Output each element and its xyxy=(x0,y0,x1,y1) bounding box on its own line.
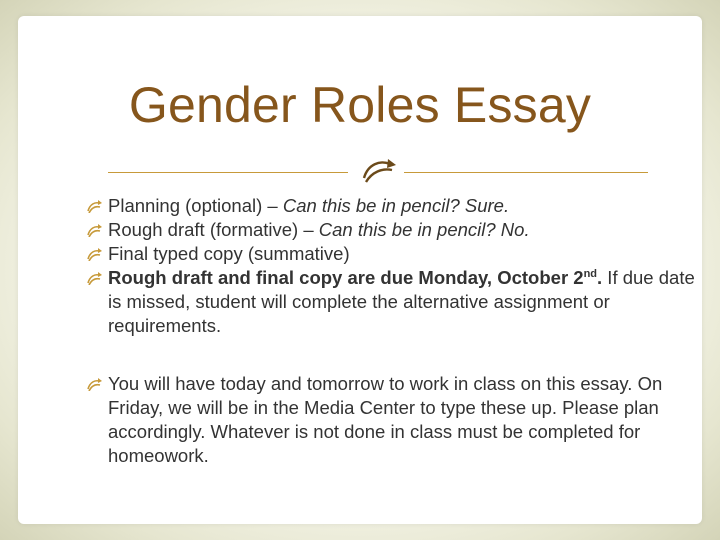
bullet-bold-text: Rough draft and final copy are due Monday, October 2 xyxy=(108,267,584,288)
bullet-text: Planning (optional) – xyxy=(108,195,283,216)
curved-arrow-bullet-icon xyxy=(86,247,102,261)
divider-line-right xyxy=(404,172,648,173)
curved-arrow-bullet-icon xyxy=(86,199,102,213)
bullet-text: If due date is missed, student will complete the alternative assignment or requirements. xyxy=(108,267,695,336)
slide-title: Gender Roles Essay xyxy=(128,77,592,133)
curved-arrow-bullet-icon xyxy=(86,271,102,285)
bullet-item-due-date xyxy=(86,266,696,338)
bullet-text: Rough draft (formative) – xyxy=(108,219,319,240)
bullet-text: Final typed copy (summative) xyxy=(108,243,350,264)
bullet-bold-end: . xyxy=(597,267,603,288)
curved-arrow-bullet-icon xyxy=(86,223,102,237)
bullet-item-planning xyxy=(86,194,696,218)
bullet-text: You will have today and tomorrow to work in class on this essay. On Friday, we will be in the Media Center to type these up. Please plan accordingly. Whatever is not done in class must be completed for homeowork. xyxy=(108,373,663,466)
title-divider xyxy=(108,166,648,180)
slide xyxy=(18,16,702,524)
bullet-list xyxy=(86,194,696,468)
bullet-item-work-time xyxy=(86,372,696,468)
curved-arrow-divider-icon xyxy=(358,156,398,184)
divider-line-left xyxy=(108,172,348,173)
bullet-italic: Can this be in pencil? No. xyxy=(318,219,530,240)
bullet-item-rough-draft xyxy=(86,218,696,242)
bullet-italic: Can this be in pencil? Sure. xyxy=(282,195,510,216)
bullet-bold-superscript: nd xyxy=(583,267,598,280)
bullet-item-final-copy xyxy=(86,242,696,266)
curved-arrow-bullet-icon xyxy=(86,377,102,391)
